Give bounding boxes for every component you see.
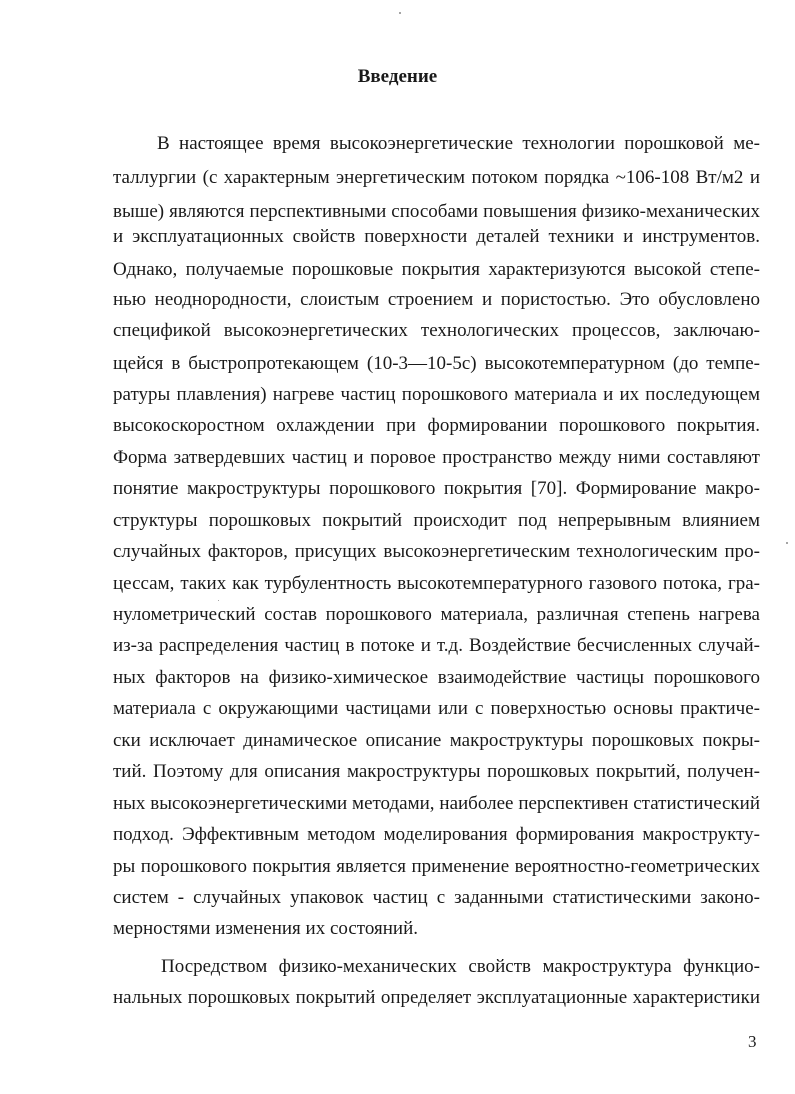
text-line: высокоскоростном охлаждении при формировании порошкового покрытия. (113, 415, 760, 436)
text-line: Посредством физико-механических свойств макроструктура функцио- (161, 956, 760, 977)
text-line: выше) являются перспективными способами повышения физико-механических (113, 201, 760, 222)
text-line: из-за распределения частиц в потоке и т.д. Воздействие бесчисленных случай- (113, 635, 760, 656)
page-number: 3 (748, 1032, 757, 1051)
text-line: Форма затвердевших частиц и поровое пространство между ними составляют (113, 447, 760, 468)
scan-speck (399, 12, 401, 14)
text-line: нулометрический состав порошкового материала, различная степень нагрева (113, 604, 760, 625)
text-line: ратуры плавления) нагреве частиц порошкового материала и их последующем (113, 384, 760, 405)
text-line: Однако, получаемые порошковые покрытия характеризуются высокой степе- (113, 259, 760, 280)
text-line: ных высокоэнергетическими методами, наиболее перспективен статистический (113, 793, 760, 814)
text-line: случайных факторов, присущих высокоэнергетическим технологическим про- (113, 541, 760, 562)
text-line: подход. Эффективным методом моделирования формирования макрострукту- (113, 824, 760, 845)
scan-speck (786, 542, 788, 544)
text-line: таллургии (с характерным энергетическим потоком порядка ~106-108 Вт/м2 и (113, 167, 760, 188)
text-line: материала с окружающими частицами или с поверхностью основы практиче- (113, 698, 760, 719)
text-line: структуры порошковых покрытий происходит под непрерывным влиянием (113, 510, 760, 531)
text-line: В настоящее время высокоэнергетические технологии порошковой ме- (157, 133, 760, 154)
text-line: нальных порошковых покрытий определяет эксплуатационные характеристики (113, 987, 760, 1008)
text-line: тий. Поэтому для описания макроструктуры порошковых покрытий, получен- (113, 761, 760, 782)
text-line: ры порошкового покрытия является применение вероятностно-геометрических (113, 856, 760, 877)
scan-speck (218, 600, 219, 601)
text-line: нью неоднородности, слоистым строением и пористостью. Это обусловлено (113, 289, 760, 310)
text-line: ных факторов на физико-химическое взаимодействие частицы порошкового (113, 667, 760, 688)
text-line: мерностями изменения их состояний. (113, 918, 418, 939)
text-line: и эксплуатационных свойств поверхности деталей техники и инструментов. (113, 226, 760, 247)
text-line: спецификой высокоэнергетических технологических процессов, заключаю- (113, 320, 760, 341)
text-line: щейся в быстропротекающем (10-3—10-5с) высокотемпературном (до темпе- (113, 353, 760, 374)
text-line: ски исключает динамическое описание макроструктуры порошковых покры- (113, 730, 760, 751)
text-line: систем - случайных упаковок частиц с заданными статистическими законо- (113, 887, 760, 908)
text-line: цессам, таких как турбулентность высокотемпературного газового потока, гра- (113, 573, 760, 594)
page-title: Введение (357, 66, 438, 87)
text-line: понятие макроструктуры порошкового покрытия [70]. Формирование макро- (113, 478, 760, 499)
